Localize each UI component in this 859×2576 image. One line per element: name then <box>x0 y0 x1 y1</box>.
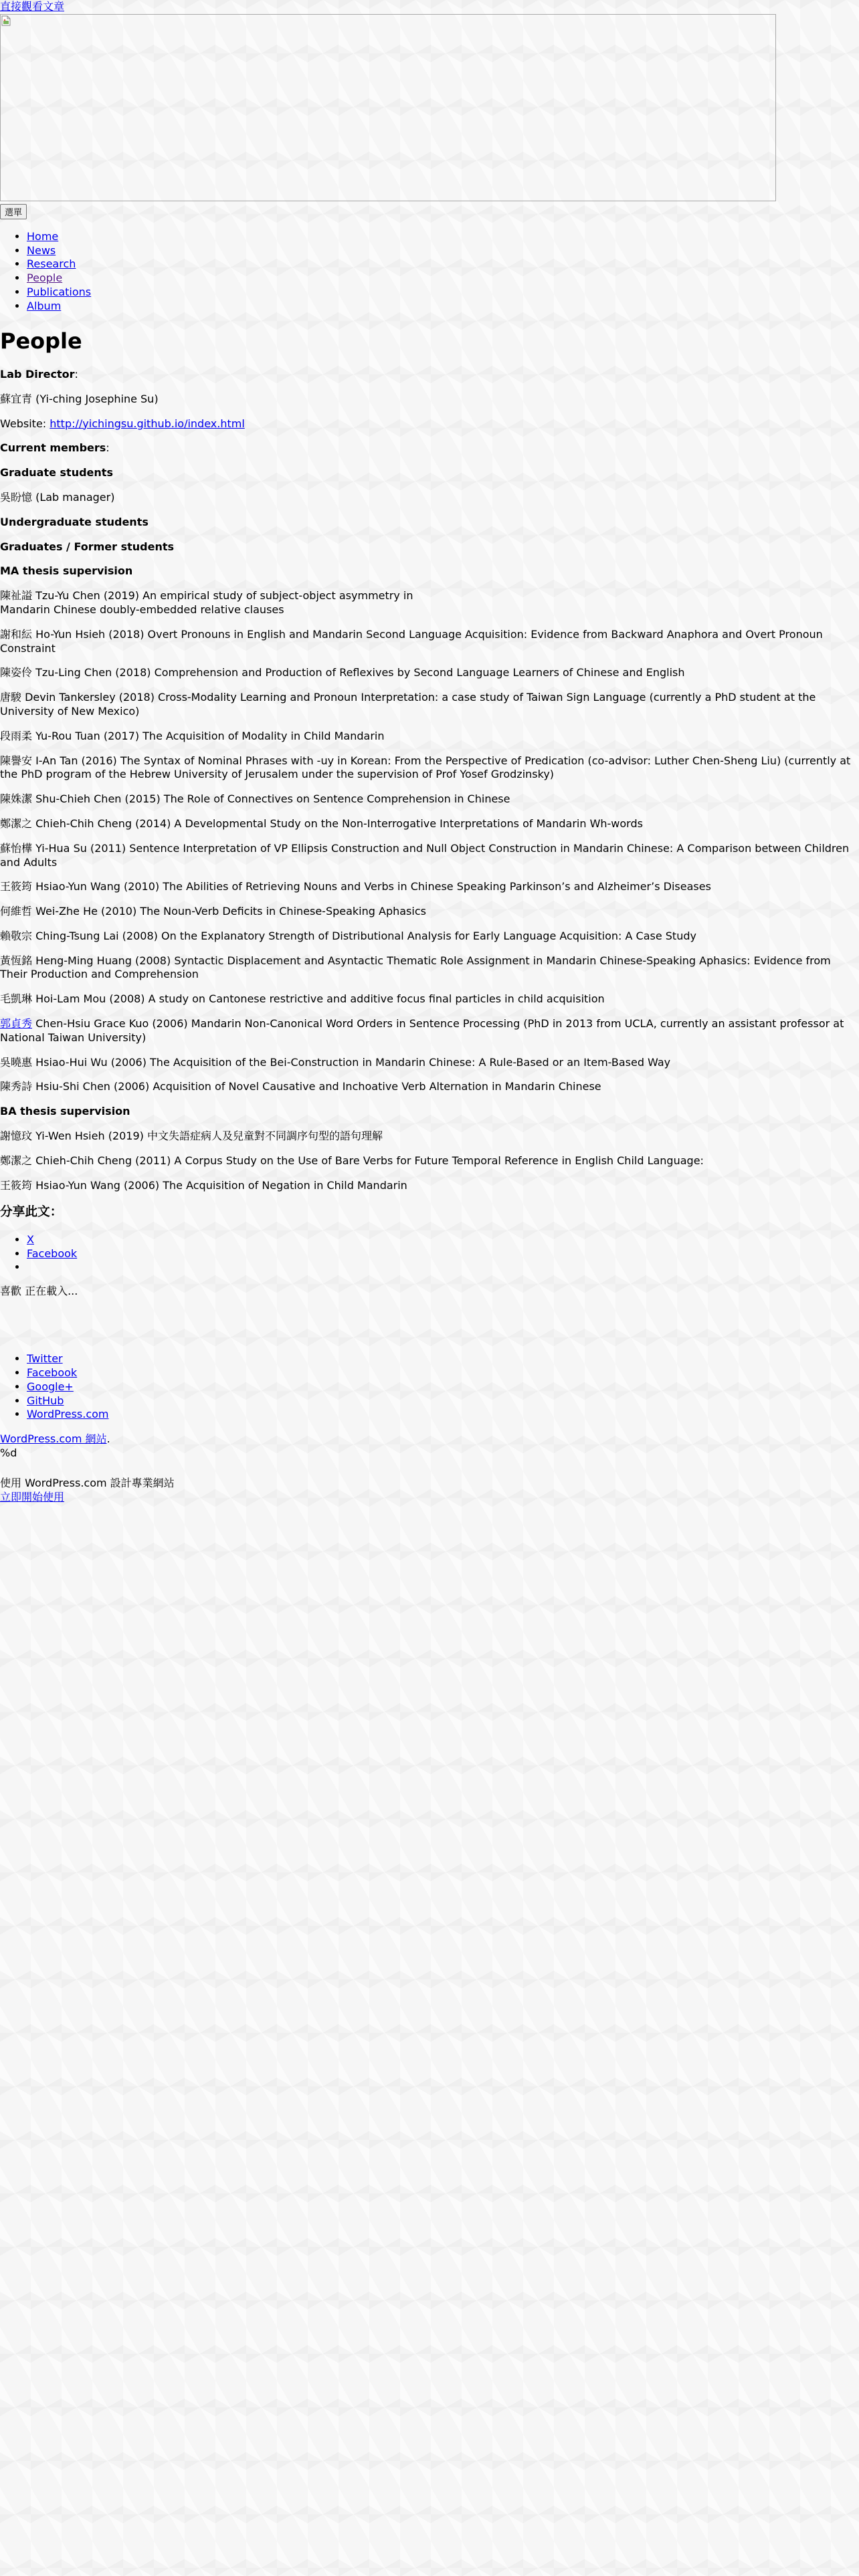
lab-director-heading <box>0 368 859 382</box>
nav-link-home[interactable]: Home <box>27 229 59 243</box>
page-title: People <box>0 328 82 354</box>
facebook-link[interactable]: Facebook <box>27 1366 78 1379</box>
wordpress-site-link[interactable]: WordPress.com 網站 <box>0 1432 107 1446</box>
share-item-facebook <box>27 1247 859 1261</box>
undergraduate-students-heading <box>0 516 859 530</box>
googleplus-link[interactable]: Google+ <box>27 1380 74 1393</box>
ba-thesis-heading <box>0 1105 859 1119</box>
social-item-twitter <box>27 1352 859 1366</box>
director-name: 蘇宜青 (Yi-ching Josephine Su) <box>0 392 159 405</box>
social-links <box>0 1352 859 1422</box>
ma-thesis-entry: 何維哲 Wei-Zhe He (2010) The Noun-Verb Deficits in Chinese-Speaking Aphasics <box>0 905 426 918</box>
director-website-link[interactable]: http://yichingsu.github.io/index.html <box>50 417 245 430</box>
ma-thesis-entry: 陳姿伶 Tzu-Ling Chen (2018) Comprehension and Production of Reflexives by Second Language Learners of Chinese and English <box>0 666 685 679</box>
ma-thesis-entry: 謝和紜 Ho-Yun Hsieh (2018) Overt Pronouns in English and Mandarin Second Language Acquisition: Evidence from Backward Anaphora and Overt Pronoun Constraint <box>0 627 823 655</box>
likes-loading: 喜歡 正在載入... <box>0 1285 78 1298</box>
social-item-wordpress <box>27 1408 859 1422</box>
nav-link-news[interactable]: News <box>27 243 56 257</box>
website-label: Website: <box>0 417 50 430</box>
lab-director-label: Lab Director <box>0 367 75 381</box>
ma-thesis-label: MA thesis supervision <box>0 564 133 578</box>
ba-thesis-entry: 鄭潔之 Chieh-Chih Cheng (2011) A Corpus Study on the Use of Bare Verbs for Future Temporal Reference in English Child Language: <box>0 1154 704 1167</box>
percent-d-text: %d <box>0 1446 17 1459</box>
ma-thesis-entry: 王筱筠 Hsiao-Yun Wang (2010) The Abilities of Retrieving Nouns and Verbs in Chinese Speaking Parkinson’s and Alzheimer’s Diseases <box>0 880 711 893</box>
graduate-students-heading <box>0 466 859 480</box>
nav-item-album <box>27 300 859 314</box>
ma-thesis-entry: 陳秀詩 Hsiu-Shi Chen (2006) Acquisition of Novel Causative and Inchoative Verb Alternation in Mandarin Chinese <box>0 1080 601 1093</box>
ma-thesis-entry: 黃恆銘 Heng-Ming Huang (2008) Syntactic Displacement and Asyntactic Thematic Role Assignment in Mandarin Chinese-Speaking Aphasics: Evidence from Their Production and Comprehension <box>0 954 831 981</box>
director-website <box>0 417 859 431</box>
nav-item-research <box>27 257 859 272</box>
current-members-heading <box>0 441 859 455</box>
lab-manager-entry: 吳盼憶 (Lab manager) <box>0 490 115 504</box>
skip-to-content-link[interactable]: 直接觀看文章 <box>0 0 65 13</box>
nav-link-people[interactable]: People <box>27 272 63 285</box>
twitter-link[interactable]: Twitter <box>27 1352 63 1366</box>
share-x-link[interactable]: X <box>27 1232 34 1246</box>
github-link[interactable]: GitHub <box>27 1394 64 1407</box>
ba-thesis-label: BA thesis supervision <box>0 1105 130 1118</box>
social-item-googleplus <box>27 1380 859 1394</box>
nav-item-news <box>27 244 859 258</box>
ma-thesis-entry: 段雨柔 Yu-Rou Tuan (2017) The Acquisition of Modality in Child Mandarin <box>0 729 385 742</box>
nav-item-people <box>27 272 859 286</box>
site-credit-suffix: . <box>106 1432 110 1446</box>
share-heading: 分享此文： <box>0 1205 63 1220</box>
wordpress-link[interactable]: WordPress.com <box>27 1408 109 1421</box>
ma-thesis-entry-text: Chen-Hsiu Grace Kuo (2006) Mandarin Non-Canonical Word Orders in Sentence Processing (PhD in 2013 from UCLA, currently an assistant professor at National Taiwan University) <box>0 1017 844 1044</box>
graduate-students-label: Graduate students <box>0 466 113 479</box>
undergraduate-students-label: Undergraduate students <box>0 515 149 528</box>
ba-thesis-entry: 謝憶玟 Yi-Wen Hsieh (2019) 中文失語症病人及兒童對不同調序句型的語句理解 <box>0 1130 383 1143</box>
current-members-label: Current members <box>0 441 106 455</box>
ma-thesis-entry: 蘇怡樺 Yi-Hua Su (2011) Sentence Interpretation of VP Ellipsis Construction and Null Object Construction in Mandarin Chinese: A Comparison between Children and Adults <box>0 841 850 869</box>
spacer <box>0 1309 859 1341</box>
social-item-facebook <box>27 1366 859 1380</box>
header-image <box>0 14 776 201</box>
ma-thesis-entry <box>0 1017 859 1045</box>
nav-item-publications <box>27 286 859 300</box>
designed-with-text: 使用 WordPress.com 設計專業網站 <box>0 1476 175 1489</box>
ba-thesis-entry: 王筱筠 Hsiao-Yun Wang (2006) The Acquisition of Negation in Child Mandarin <box>0 1178 407 1192</box>
share-item-empty <box>27 1261 859 1274</box>
lab-director-colon: : <box>74 367 78 381</box>
menu-toggle-button[interactable]: 選單 <box>0 204 27 219</box>
nav-link-publications[interactable]: Publications <box>27 285 92 298</box>
social-item-github <box>27 1394 859 1408</box>
nav-link-album[interactable]: Album <box>27 299 62 312</box>
broken-image-icon <box>1 15 11 26</box>
current-members-colon: : <box>106 441 110 455</box>
ma-thesis-entry: 陳譽安 I-An Tan (2016) The Syntax of Nominal Phrases with -uy in Korean: From the Perspective of Predication (co-advisor: Luther Chen-Sheng Liu) (currently at the PhD program of the Hebrew University of Jerusalem under the supervision of Prof Yosef Grodzinsky) <box>0 754 851 781</box>
nav-item-home <box>27 230 859 244</box>
share-buttons <box>0 1233 859 1275</box>
ma-thesis-entry: 唐駿 Devin Tankersley (2018) Cross-Modality Learning and Pronoun Interpretation: a case study of Taiwan Sign Language (currently a PhD student at the University of New Mexico) <box>0 691 816 718</box>
share-facebook-link[interactable]: Facebook <box>27 1247 78 1260</box>
ma-thesis-entry: 賴敬宗 Ching-Tsung Lai (2008) On the Explanatory Strength of Distributional Analysis for Early Language Acquisition: A Case Study <box>0 929 696 942</box>
share-item-x <box>27 1233 859 1247</box>
ma-thesis-entry: 吳曉惠 Hsiao-Hui Wu (2006) The Acquisition of the Bei-Construction in Mandarin Chinese: A Rule-Based or an Item-Based Way <box>0 1055 671 1069</box>
site-credit <box>0 1432 859 1446</box>
ma-thesis-entry: 陳祉謚 Tzu-Yu Chen (2019) An empirical study of subject-object asymmetry in Mandarin Chinese doubly-embedded relative clauses <box>0 589 413 616</box>
nav-link-research[interactable]: Research <box>27 257 76 271</box>
ma-thesis-entry: 陳姝潔 Shu-Chieh Chen (2015) The Role of Connectives on Sentence Comprehension in Chinese <box>0 792 510 806</box>
ma-thesis-entry: 毛凱琳 Hoi-Lam Mou (2008) A study on Cantonese restrictive and additive focus final particles in child acquisition <box>0 992 605 1006</box>
get-started-link[interactable]: 立即開始使用 <box>0 1490 65 1503</box>
former-students-label: Graduates / Former students <box>0 540 175 553</box>
former-students-heading <box>0 540 859 554</box>
student-name-link[interactable]: 郭貞秀 <box>0 1017 33 1031</box>
spacer <box>0 1461 859 1477</box>
ma-thesis-heading <box>0 564 859 578</box>
ma-thesis-entry: 鄭潔之 Chieh-Chih Cheng (2014) A Developmental Study on the Non-Interrogative Interpretations of Mandarin Wh-words <box>0 817 643 830</box>
main-navigation <box>0 230 859 314</box>
